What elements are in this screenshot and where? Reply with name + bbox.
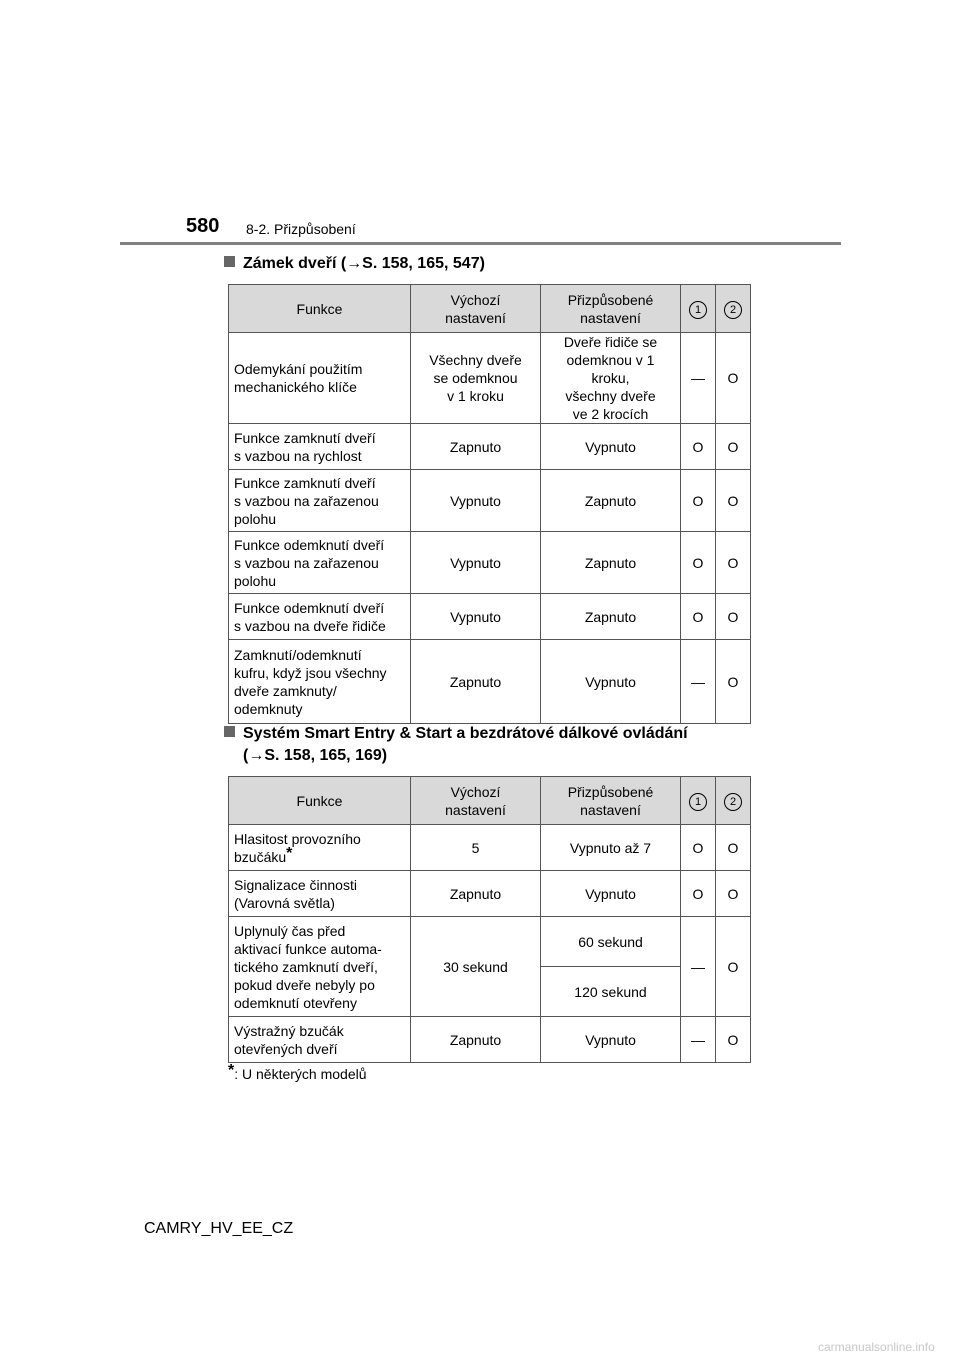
row-function-name: Odemykání použitím mechanického klíče (229, 333, 411, 424)
bullet-square-icon (224, 256, 235, 267)
watermark: carmanualsonline.info (818, 1340, 935, 1354)
row-method-2: O (716, 1017, 751, 1063)
row-function-name: Výstražný bzučák otevřených dveří (229, 1017, 411, 1063)
row-method-2: O (716, 917, 751, 1017)
row-function-name: Funkce odemknutí dveří s vazbou na zařazenou polohu (229, 532, 411, 594)
section1-heading (224, 253, 485, 275)
section2-heading (224, 723, 688, 767)
table-row (229, 825, 751, 871)
section2-title-line2: (→S. 158, 165, 169) (243, 747, 388, 764)
row-method-1: — (681, 917, 716, 1017)
section2-title-line1: Systém Smart Entry & Start a bezdrátové dálkové ovládání (243, 725, 688, 742)
row-method-2: O (716, 871, 751, 917)
table-row (229, 532, 751, 594)
row-function-name: Funkce zamknutí dveří s vazbou na zařazenou polohu (229, 470, 411, 532)
col-header-function: Funkce (229, 777, 411, 825)
row-default-value: Vypnuto (411, 532, 541, 594)
row-method-2: O (716, 594, 751, 640)
row-function-name: Funkce odemknutí dveří s vazbou na dveře řidiče (229, 594, 411, 640)
row-default-value: Zapnuto (411, 640, 541, 724)
row-method-1: O (681, 470, 716, 532)
row-custom-value: Vypnuto (541, 640, 681, 724)
row-method-2: O (716, 424, 751, 470)
row-custom-value: Vypnuto (541, 871, 681, 917)
row-method-2: O (716, 825, 751, 871)
row-function-name: Funkce zamknutí dveří s vazbou na rychlost (229, 424, 411, 470)
row-method-2: O (716, 333, 751, 424)
table-row (229, 470, 751, 532)
row-custom-value: Vypnuto (541, 1017, 681, 1063)
col-header-method-1 (681, 777, 716, 825)
row-default-value: 30 sekund (411, 917, 541, 1017)
table-row (229, 917, 751, 967)
row-custom-value: Zapnuto (541, 594, 681, 640)
row-default-value: Vypnuto (411, 594, 541, 640)
row-method-1: O (681, 871, 716, 917)
bullet-square-icon (224, 726, 235, 737)
col-header-custom: Přizpůsobené nastavení (541, 777, 681, 825)
smart-entry-table (228, 776, 751, 1063)
circled-2-icon: 2 (724, 301, 742, 319)
row-function-name: Hlasitost provozního bzučáku* (229, 825, 411, 871)
row-custom-value: 120 sekund (541, 967, 681, 1017)
row-custom-value: Vypnuto (541, 424, 681, 470)
table-row (229, 640, 751, 724)
row-method-2: O (716, 640, 751, 724)
row-function-name: Signalizace činnosti (Varovná světla) (229, 871, 411, 917)
circled-2-icon: 2 (724, 793, 742, 811)
row-method-1: O (681, 532, 716, 594)
footnote-text: : U některých modelů (234, 1066, 367, 1082)
col-header-default: Výchozí nastavení (411, 777, 541, 825)
section1-title: Zámek dveří (→S. 158, 165, 547) (243, 255, 485, 272)
row-method-2: O (716, 532, 751, 594)
header-rule (120, 242, 841, 245)
row-method-1: — (681, 333, 716, 424)
col-header-function: Funkce (229, 285, 411, 333)
row-default-value: Vypnuto (411, 470, 541, 532)
row-custom-value: Dveře řidiče se odemknou v 1 kroku, všechny dveře ve 2 krocích (541, 333, 681, 424)
row-custom-value: Zapnuto (541, 470, 681, 532)
row-default-value: 5 (411, 825, 541, 871)
table-row (229, 333, 751, 424)
row-default-value: Zapnuto (411, 424, 541, 470)
row-function-name: Zamknutí/odemknutí kufru, když jsou všechny dveře zamknuty/ odemknuty (229, 640, 411, 724)
row-method-1: O (681, 825, 716, 871)
document-code: CAMRY_HV_EE_CZ (144, 1220, 294, 1237)
row-default-value: Všechny dveře se odemknou v 1 kroku (411, 333, 541, 424)
table-row (229, 424, 751, 470)
row-function-name: Uplynulý čas před aktivací funkce automa- tického zamknutí dveří, pokud dveře nebyly po odemknutí otevřeny (229, 917, 411, 1017)
table-row (229, 1017, 751, 1063)
circled-1-icon: 1 (689, 793, 707, 811)
row-custom-value: Zapnuto (541, 532, 681, 594)
circled-1-icon: 1 (689, 301, 707, 319)
row-method-1: O (681, 594, 716, 640)
row-method-1: — (681, 640, 716, 724)
row-custom-value: Vypnuto až 7 (541, 825, 681, 871)
table-header-row (229, 777, 751, 825)
col-header-method-1 (681, 285, 716, 333)
page-number: 580 (186, 215, 220, 237)
col-header-method-2 (716, 777, 751, 825)
row-default-value: Zapnuto (411, 1017, 541, 1063)
footnote (228, 1062, 367, 1082)
row-method-2: O (716, 470, 751, 532)
door-lock-table (228, 284, 751, 724)
row-method-1: O (681, 424, 716, 470)
col-header-method-2 (716, 285, 751, 333)
col-header-default: Výchozí nastavení (411, 285, 541, 333)
row-custom-value: 60 sekund (541, 917, 681, 967)
table-header-row (229, 285, 751, 333)
table-row (229, 594, 751, 640)
footnote-marker: * (286, 844, 293, 862)
row-method-1: — (681, 1017, 716, 1063)
col-header-custom: Přizpůsobené nastavení (541, 285, 681, 333)
table-row (229, 871, 751, 917)
row-default-value: Zapnuto (411, 871, 541, 917)
section-label: 8-2. Přizpůsobení (246, 221, 356, 237)
footnote-mark: * (228, 1062, 235, 1079)
